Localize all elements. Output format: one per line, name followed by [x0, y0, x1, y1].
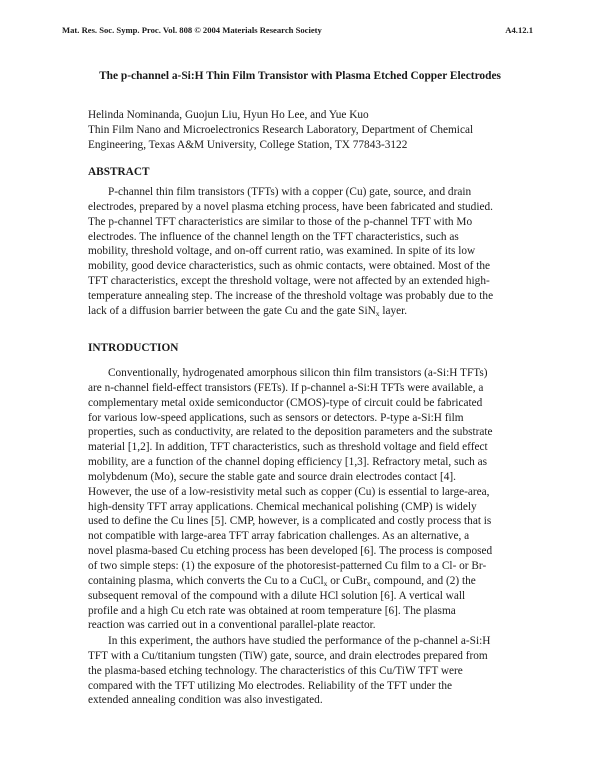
- intro-line: novel plasma-based Cu etching process has been developed [6]. The process is composed: [88, 545, 493, 558]
- intro-line: profile and a high Cu etch rate was obtained at room temperature [6]. The plasma: [88, 604, 456, 617]
- subscript: x: [323, 578, 328, 588]
- introduction-heading: INTRODUCTION: [88, 342, 179, 354]
- intro-line: [88, 574, 512, 589]
- intro-line: mobility, are a function of the channel doping efficiency [1,3]. Refractory metal, such as: [88, 456, 488, 469]
- intro-line: the plasma-based etching technology. The characteristics of this Cu/TiW TFT were: [88, 664, 463, 677]
- abstract-line-text: lack of a diffusion barrier between the gate Cu and the gate SiN: [88, 304, 376, 317]
- intro-line: are n-channel field-effect transistors (FETs). If p-channel a-Si:H TFTs were available, a: [88, 381, 484, 394]
- intro-line: TFT with a Cu/titanium tungsten (TiW) gate, source, and drain electrodes prepared from: [88, 649, 488, 662]
- intro-line: subsequent removal of the compound with a dilute HCl solution [6]. A vertical wall: [88, 589, 466, 602]
- intro-line: properties, such as conductivity, are related to the deposition parameters and the substrate: [88, 426, 493, 439]
- intro-line-text: containing plasma, which converts the Cu to a CuCl: [88, 574, 324, 587]
- intro-line: of two simple steps: (1) the exposure of the photoresist-patterned Cu film to a Cl- or Br-: [88, 559, 487, 572]
- intro-line: used to define the Cu lines [5]. CMP, however, is a complicated and costly process that is: [88, 515, 492, 528]
- abstract-line: [88, 304, 512, 319]
- intro-line: complementary metal oxide semiconductor (CMOS)-type of circuit could be fabricated: [88, 396, 483, 409]
- abstract-line: electrodes, prepared by a novel plasma etching process, have been fabricated and studied.: [88, 200, 493, 213]
- abstract-line: electrodes. The influence of the channel length on the TFT characteristics, such as: [88, 230, 459, 243]
- intro-line: Conventionally, hydrogenated amorphous silicon thin film transistors (a-Si:H TFTs): [108, 367, 488, 379]
- intro-line: In this experiment, the authors have studied the performance of the p-channel a-Si:H: [108, 635, 491, 647]
- abstract-line: temperature annealing step. The increase of the threshold voltage was probably due to the: [88, 289, 494, 302]
- affiliation-line: Thin Film Nano and Microelectronics Research Laboratory, Department of Chemical: [88, 124, 474, 136]
- introduction-paragraph-2: [88, 634, 512, 708]
- abstract-body: [88, 185, 512, 319]
- affiliation: [88, 123, 538, 153]
- abstract-line: TFT characteristics, except the threshold voltage, were not affected by an extended high-: [88, 275, 490, 288]
- intro-line: reaction was carried out in a conventional parallel-plate reactor.: [88, 619, 376, 632]
- abstract-line: mobility, threshold voltage, and on-off current ratio, was examined. In spite of its low: [88, 245, 476, 258]
- abstract-line: P-channel thin film transistors (TFTs) with a copper (Cu) gate, source, and drain: [108, 186, 472, 198]
- intro-line: molybdenum (Mo), secure the stable gate and source drain electrodes contact [4].: [88, 470, 456, 483]
- authors: Helinda Nominanda, Guojun Liu, Hyun Ho Lee, and Yue Kuo: [88, 109, 369, 121]
- intro-line: high-density TFT array applications. Chemical mechanical polishing (CMP) is widely: [88, 500, 477, 513]
- intro-line: However, the use of a low-resistivity metal such as copper (Cu) is essential to large-area,: [88, 485, 490, 498]
- intro-line-text: or CuBr: [327, 574, 367, 587]
- abstract-heading: ABSTRACT: [88, 166, 150, 178]
- subscript: x: [375, 308, 380, 318]
- intro-line: not compatible with large-area TFT array fabrication challenges. As an alternative, a: [88, 530, 470, 543]
- paper-title: The p-channel a-Si:H Thin Film Transistor with Plasma Etched Copper Electrodes: [99, 70, 501, 82]
- journal-header: Mat. Res. Soc. Symp. Proc. Vol. 808 © 2004 Materials Research Society: [62, 25, 322, 35]
- intro-line: material [1,2]. In addition, TFT characteristics, such as threshold voltage and field effect: [88, 441, 488, 454]
- intro-line-text: compound, and (2) the: [370, 574, 476, 587]
- page-id: A4.12.1: [505, 25, 533, 35]
- intro-line: compared with the TFT utilizing Mo electrodes. Reliability of the TFT under the: [88, 679, 453, 692]
- intro-line: extended annealing condition was also investigated.: [88, 694, 323, 707]
- introduction-paragraph-1: [88, 366, 512, 633]
- intro-line: for various low-speed applications, such as sensors or detectors. P-type a-Si:H film: [88, 411, 464, 424]
- abstract-line: The p-channel TFT characteristics are similar to those of the p-channel TFT with Mo: [88, 215, 473, 228]
- abstract-line-text: layer.: [379, 304, 408, 317]
- subscript: x: [366, 578, 371, 588]
- affiliation-line: Engineering, Texas A&M University, College Station, TX 77843-3122: [88, 138, 408, 151]
- abstract-line: mobility, good device characteristics, such as ohmic contacts, were obtained. Most of the: [88, 260, 491, 273]
